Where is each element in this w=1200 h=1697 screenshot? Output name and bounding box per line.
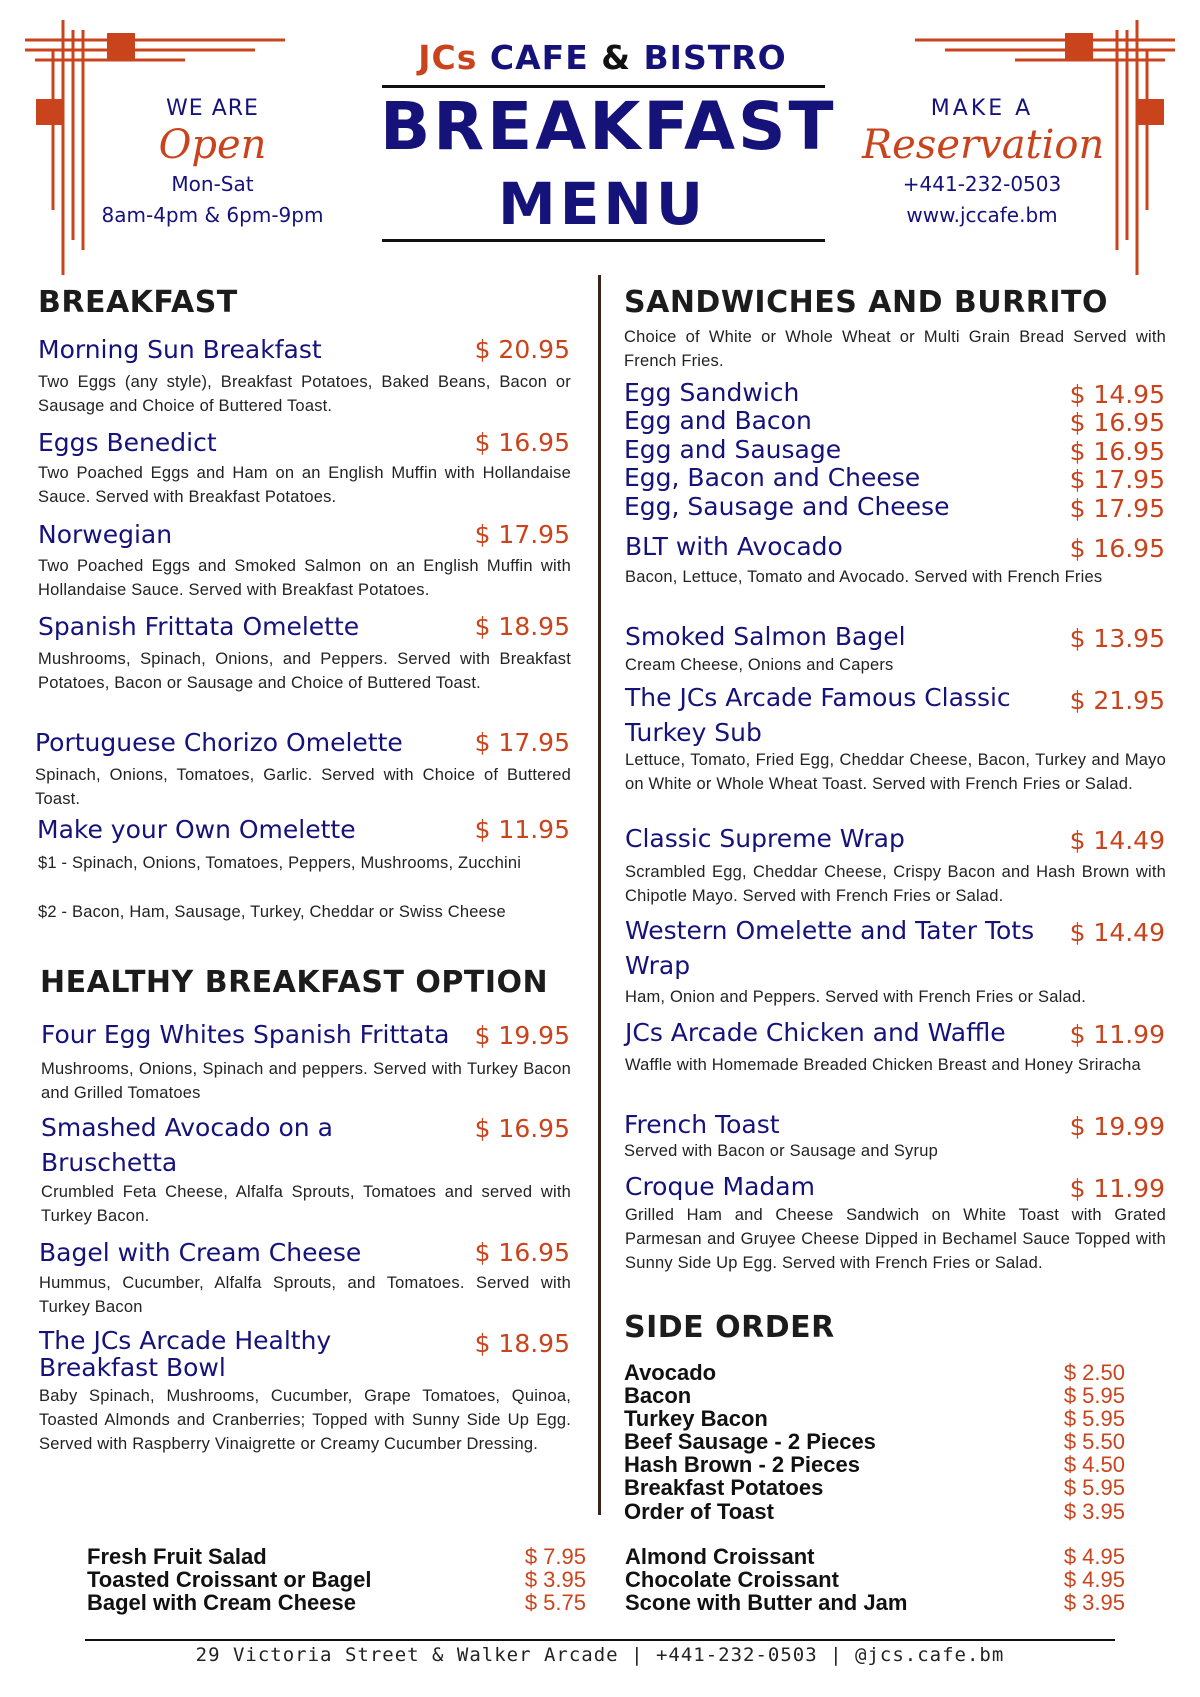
menu-item-price: $ 17.95 (1069, 494, 1165, 523)
brand-cafe: CAFE (489, 38, 589, 77)
menu-item-description: Spinach, Onions, Tomatoes, Garlic. Served with Choice of Buttered Toast. (35, 766, 571, 808)
side-item-name: Turkey Bacon (624, 1406, 768, 1431)
footer-rule (85, 1639, 1115, 1641)
menu-item-price: $ 19.95 (474, 1021, 570, 1050)
menu-item-description: $1 - Spinach, Onions, Tomatoes, Peppers, Mushrooms, Zucchini (38, 854, 522, 872)
brand-jcs: JCs (418, 38, 478, 77)
menu-item-description: Mushrooms, Spinach, Onions, and Peppers. Served with Breakfast Potatoes, Bacon or Sausage and Choice of Buttered Toast. (38, 650, 571, 692)
menu-item-name: JCs Arcade Chicken and Waffle (625, 1018, 1006, 1047)
menu-item-description-extra: $2 - Bacon, Ham, Sausage, Turkey, Cheddar or Swiss Cheese (38, 903, 506, 921)
menu-item-price: $ 16.95 (1069, 534, 1165, 563)
reservation-website[interactable]: www.jccafe.bm (906, 203, 1058, 227)
side-item-price: $ 2.50 (1063, 1360, 1125, 1385)
menu-item-description: Grilled Ham and Cheese Sandwich on White Toast with Grated Parmesan and Gruyee Cheese Dipped in Bechamel Sauce Topped with Sunny Side Up Egg. Served with French Fries or Salad. (625, 1206, 1166, 1272)
menu-item-description: Cream Cheese, Onions and Capers (625, 656, 894, 674)
side-item-price: $ 5.50 (1063, 1429, 1125, 1454)
side-item-name: Beef Sausage - 2 Pieces (624, 1429, 876, 1454)
hours-times: 8am-4pm & 6pm-9pm (101, 203, 324, 227)
menu-item-name: Egg and Sausage (624, 435, 842, 464)
sandwiches-intro: Choice of White or Whole Wheat or Multi Grain Bread Served with French Fries. (624, 328, 1166, 370)
menu-item-name: Spanish Frittata Omelette (38, 612, 360, 641)
menu-item-name: Classic Supreme Wrap (625, 824, 905, 853)
side-item-price: $ 5.95 (1063, 1475, 1125, 1500)
menu-item-name: Smoked Salmon Bagel (625, 622, 906, 651)
extra-item-name: Scone with Butter and Jam (625, 1590, 908, 1615)
extra-item-name: Toasted Croissant or Bagel (87, 1567, 372, 1592)
footer-separator: | (631, 1644, 644, 1666)
side-order-section-title: SIDE ORDER (624, 1310, 835, 1345)
menu-item-name: The JCs Arcade Healthy (39, 1326, 332, 1355)
title-rule-bottom (382, 239, 825, 242)
extra-item-price: $ 4.95 (1063, 1567, 1125, 1592)
side-item-name: Avocado (624, 1360, 717, 1385)
reservation-info (862, 96, 1105, 231)
menu-item-name-line2: Breakfast Bowl (39, 1353, 226, 1382)
menu-item-name-line2: Bruschetta (41, 1148, 178, 1177)
menu-item-name: French Toast (624, 1110, 780, 1139)
menu-item-description: Lettuce, Tomato, Fried Egg, Cheddar Cheese, Bacon, Turkey and Mayo on White or Whole Wheat Toast. Served with French Fries or Salad. (625, 751, 1166, 793)
menu-item-name: Norwegian (38, 520, 173, 549)
footer-phone[interactable]: +441-232-0503 (655, 1644, 818, 1666)
menu-item-description: Two Poached Eggs and Ham on an English Muffin with Hollandaise Sauce. Served with Breakfast Potatoes. (38, 464, 571, 506)
menu-item-name: Bagel with Cream Cheese (39, 1238, 362, 1267)
menu-item-price: $ 11.99 (1069, 1020, 1165, 1049)
menu-item-price: $ 16.95 (474, 1238, 570, 1267)
extra-item-price: $ 5.75 (524, 1590, 586, 1615)
side-item-price: $ 5.95 (1063, 1383, 1125, 1408)
menu-item-name: Portuguese Chorizo Omelette (35, 728, 403, 757)
menu-item-name-line2: Turkey Sub (625, 718, 762, 747)
menu-item-price: $ 18.95 (474, 612, 570, 641)
extra-item-price: $ 3.95 (524, 1567, 586, 1592)
menu-item-price: $ 17.95 (474, 520, 570, 549)
side-item-name: Breakfast Potatoes (624, 1475, 824, 1500)
menu-item-name: Smashed Avocado on a (41, 1113, 333, 1142)
side-item-price: $ 4.50 (1063, 1452, 1125, 1477)
menu-item-price: $ 16.95 (474, 428, 570, 457)
menu-item-price: $ 14.95 (1069, 380, 1165, 409)
menu-item-name: Morning Sun Breakfast (38, 335, 322, 364)
menu-item-price: $ 18.95 (474, 1329, 570, 1358)
reservation-phone[interactable]: +441-232-0503 (902, 172, 1062, 196)
footer-address: 29 Victoria Street & Walker Arcade (195, 1644, 619, 1666)
footer-separator: | (830, 1644, 843, 1666)
extra-item-price: $ 7.95 (524, 1544, 586, 1569)
side-item-name: Order of Toast (624, 1499, 774, 1524)
menu-item-price: $ 17.95 (474, 728, 570, 757)
menu-item-price: $ 16.95 (1069, 408, 1165, 437)
footer-social-handle[interactable]: @jcs.cafe.bm (855, 1644, 1005, 1666)
menu-item-name: Egg, Bacon and Cheese (624, 463, 921, 492)
menu-item-name: Western Omelette and Tater Tots (625, 916, 1035, 945)
brand-bistro: BISTRO (643, 38, 787, 77)
menu-item-name: The JCs Arcade Famous Classic (625, 683, 1011, 712)
hours-days: Mon-Sat (171, 172, 254, 196)
menu-item-price: $ 13.95 (1069, 624, 1165, 653)
sandwiches-section-title: SANDWICHES AND BURRITO (624, 285, 1108, 320)
menu-item-name: Egg Sandwich (624, 378, 800, 407)
side-item-price: $ 5.95 (1063, 1406, 1125, 1431)
menu-item-description: Hummus, Cucumber, Alfalfa Sprouts, and Tomatoes. Served with Turkey Bacon (39, 1274, 571, 1316)
extra-item-name: Almond Croissant (625, 1544, 815, 1569)
column-divider (598, 275, 601, 1515)
menu-item-price: $ 20.95 (474, 335, 570, 364)
menu-item-price: $ 16.95 (1069, 437, 1165, 466)
menu-item-description: Scrambled Egg, Cheddar Cheese, Crispy Bacon and Hash Brown with Chipotle Mayo. Served with French Fries or Salad. (625, 863, 1166, 905)
reservation-script: Reservation (862, 122, 1105, 168)
side-item-name: Hash Brown - 2 Pieces (624, 1452, 860, 1477)
cafe-brand-name (380, 38, 825, 77)
menu-item-name: Make your Own Omelette (37, 815, 356, 844)
menu-item-name: Croque Madam (625, 1172, 815, 1201)
menu-item-description: Ham, Onion and Peppers. Served with French Fries or Salad. (625, 988, 1086, 1006)
menu-item-description: Waffle with Homemade Breaded Chicken Breast and Honey Sriracha (625, 1056, 1141, 1074)
extra-item-name: Bagel with Cream Cheese (87, 1590, 356, 1615)
menu-item-description: Two Eggs (any style), Breakfast Potatoes, Baked Beans, Bacon or Sausage and Choice of Buttered Toast. (38, 373, 571, 415)
extra-item-price: $ 4.95 (1063, 1544, 1125, 1569)
hours-script-open: Open (158, 122, 267, 168)
menu-item-name-line2: Wrap (625, 951, 691, 980)
side-item-price: $ 3.95 (1063, 1499, 1125, 1524)
extra-item-name: Chocolate Croissant (625, 1567, 839, 1592)
menu-item-price: $ 17.95 (1069, 465, 1165, 494)
healthy-section-title: HEALTHY BREAKFAST OPTION (40, 965, 549, 1000)
menu-item-description: Bacon, Lettuce, Tomato and Avocado. Served with French Fries (625, 568, 1103, 586)
side-item-name: Bacon (624, 1383, 692, 1408)
reservation-heading: MAKE A (930, 96, 1034, 121)
menu-item-description: Two Poached Eggs and Smoked Salmon on an English Muffin with Hollandaise Sauce. Served with Breakfast Potatoes. (38, 557, 571, 599)
menu-item-price: $ 11.95 (474, 815, 570, 844)
menu-item-description: Baby Spinach, Mushrooms, Cucumber, Grape Tomatoes, Quinoa, Toasted Almonds and Cranberries; Topped with Sunny Side Up Egg. Served with Raspberry Vinaigrette or Creamy Cucumber Dressing. (39, 1387, 571, 1453)
extra-item-price: $ 3.95 (1063, 1590, 1125, 1615)
menu-item-price: $ 14.49 (1069, 826, 1165, 855)
extra-item-name: Fresh Fruit Salad (87, 1544, 267, 1569)
brand-ampersand: & (601, 38, 632, 77)
menu-title-line1: BREAKFAST (380, 88, 837, 165)
footer-contact (85, 1644, 1115, 1666)
menu-item-price: $ 21.95 (1069, 686, 1165, 715)
menu-item-price: $ 16.95 (474, 1114, 570, 1143)
menu-item-name: Eggs Benedict (38, 428, 217, 457)
opening-hours (80, 96, 345, 231)
hours-heading: WE ARE (166, 96, 259, 121)
menu-item-name: BLT with Avocado (625, 532, 843, 561)
menu-item-description: Crumbled Feta Cheese, Alfalfa Sprouts, Tomatoes and served with Turkey Bacon. (41, 1183, 571, 1225)
menu-item-name: Egg, Sausage and Cheese (624, 492, 950, 521)
menu-item-name: Egg and Bacon (624, 406, 812, 435)
breakfast-section-title: BREAKFAST (38, 285, 238, 320)
menu-item-description: Served with Bacon or Sausage and Syrup (624, 1142, 938, 1160)
menu-item-price: $ 14.49 (1069, 918, 1165, 947)
menu-item-price: $ 11.99 (1069, 1174, 1165, 1203)
menu-item-description: Mushrooms, Onions, Spinach and peppers. Served with Turkey Bacon and Grilled Tomatoes (41, 1060, 571, 1102)
menu-item-name: Four Egg Whites Spanish Frittata (41, 1020, 450, 1049)
menu-item-price: $ 19.99 (1069, 1112, 1165, 1141)
menu-title-line2: MENU (498, 170, 707, 238)
